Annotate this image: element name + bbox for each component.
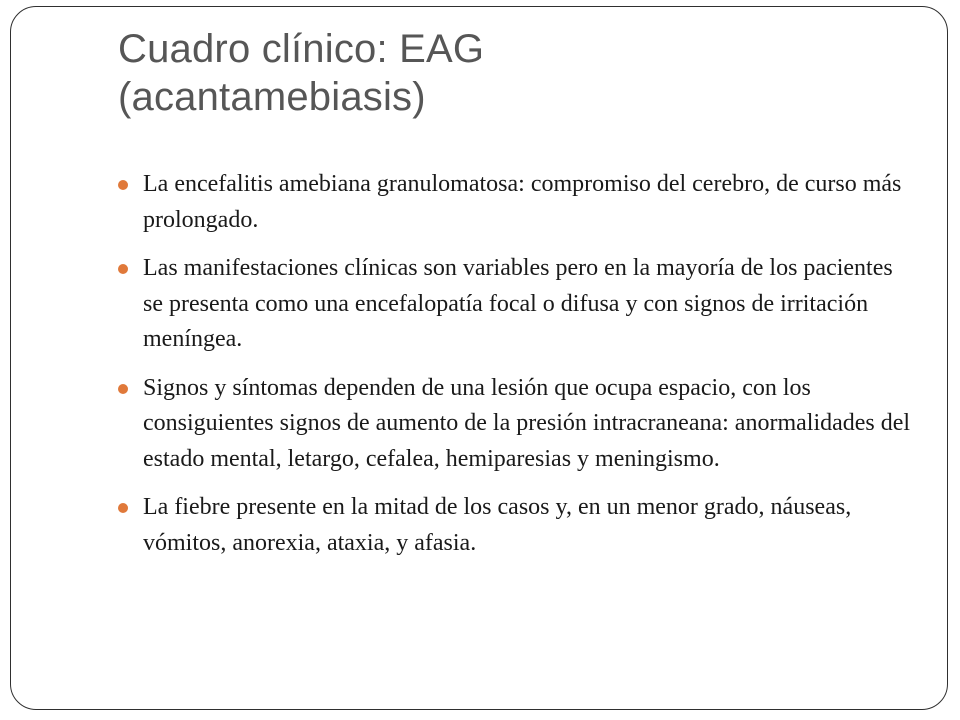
bullet-list bbox=[117, 167, 917, 574]
bullet-dot-icon bbox=[118, 264, 128, 274]
bullet-dot-icon bbox=[118, 503, 128, 513]
bullet-text: Signos y síntomas dependen de una lesión que ocupa espacio, con los consiguientes signos de aumento de la presión intracraneana: anormalidades del estado mental, letargo, cefalea, hemiparesias y meningismo. bbox=[143, 374, 911, 472]
slide-title bbox=[118, 25, 938, 121]
slide-title-line-2: (acantamebiasis) bbox=[118, 75, 426, 119]
bullet-text: La fiebre presente en la mitad de los casos y, en un menor grado, náuseas, vómitos, anorexia, ataxia, y afasia. bbox=[143, 494, 852, 556]
bullet-item bbox=[117, 167, 917, 238]
bullet-item bbox=[117, 371, 917, 478]
bullet-dot-icon bbox=[118, 384, 128, 394]
slide-title-line-1: Cuadro clínico: EAG bbox=[118, 27, 485, 71]
bullet-item bbox=[117, 251, 917, 358]
bullet-dot-icon bbox=[118, 180, 128, 190]
slide-frame bbox=[10, 6, 948, 710]
bullet-text: Las manifestaciones clínicas son variables pero en la mayoría de los pacientes se presenta como una encefalopatía focal o difusa y con signos de irritación meníngea. bbox=[143, 255, 893, 352]
bullet-text: La encefalitis amebiana granulomatosa: compromiso del cerebro, de curso más prolongado. bbox=[143, 171, 902, 233]
bullet-item bbox=[117, 490, 917, 561]
